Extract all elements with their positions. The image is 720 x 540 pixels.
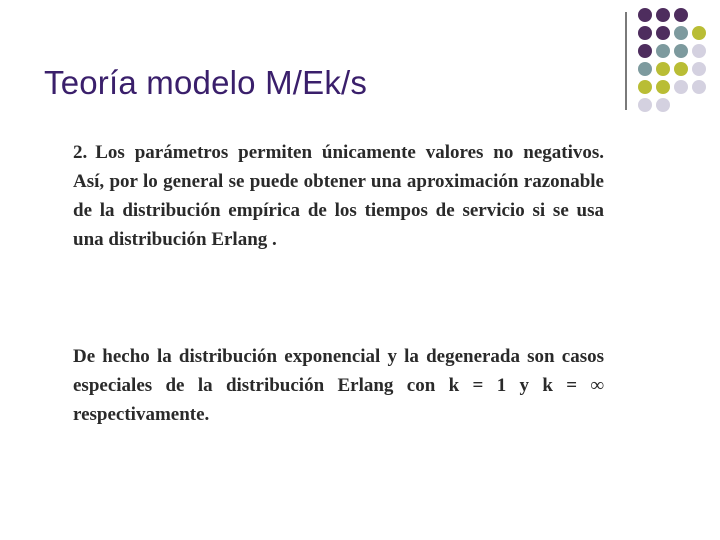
decorative-dot-grid (638, 8, 720, 118)
decorative-dot (656, 26, 670, 40)
decorative-dot (638, 80, 652, 94)
paragraph-2-text: De hecho la distribución exponencial y la degenerada son casos especiales de la distribución Erlang con k = 1 y k = ∞ respectivamente. (73, 346, 604, 425)
decorative-dot (656, 44, 670, 58)
paragraph-point-2 (73, 138, 604, 254)
decorative-dot (692, 80, 706, 94)
decorative-dot (638, 62, 652, 76)
decorative-dot (656, 98, 670, 112)
paragraph-1-text: Los parámetros permiten únicamente valores no negativos. Así, por lo general se puede obtener una aproximación razonable de la distribución empírica de los tiempos de servicio si se usa una distribución Erlang . (73, 142, 604, 250)
decorative-dot (674, 62, 688, 76)
decorative-vertical-rule (625, 12, 627, 110)
decorative-dot (638, 44, 652, 58)
decorative-dot (692, 26, 706, 40)
decorative-dot (692, 62, 706, 76)
decorative-dot (638, 26, 652, 40)
point-number: 2. (73, 142, 88, 163)
decorative-dot (674, 8, 688, 22)
decorative-dot (692, 44, 706, 58)
decorative-dot (656, 80, 670, 94)
slide-title: Teoría modelo M/Ek/s (44, 64, 368, 101)
decorative-dot (656, 8, 670, 22)
decorative-dot (656, 62, 670, 76)
decorative-dot (638, 8, 652, 22)
decorative-dot (674, 44, 688, 58)
decorative-dot (638, 98, 652, 112)
decorative-dot (674, 80, 688, 94)
paragraph-special-cases (73, 342, 604, 429)
decorative-dot (674, 26, 688, 40)
